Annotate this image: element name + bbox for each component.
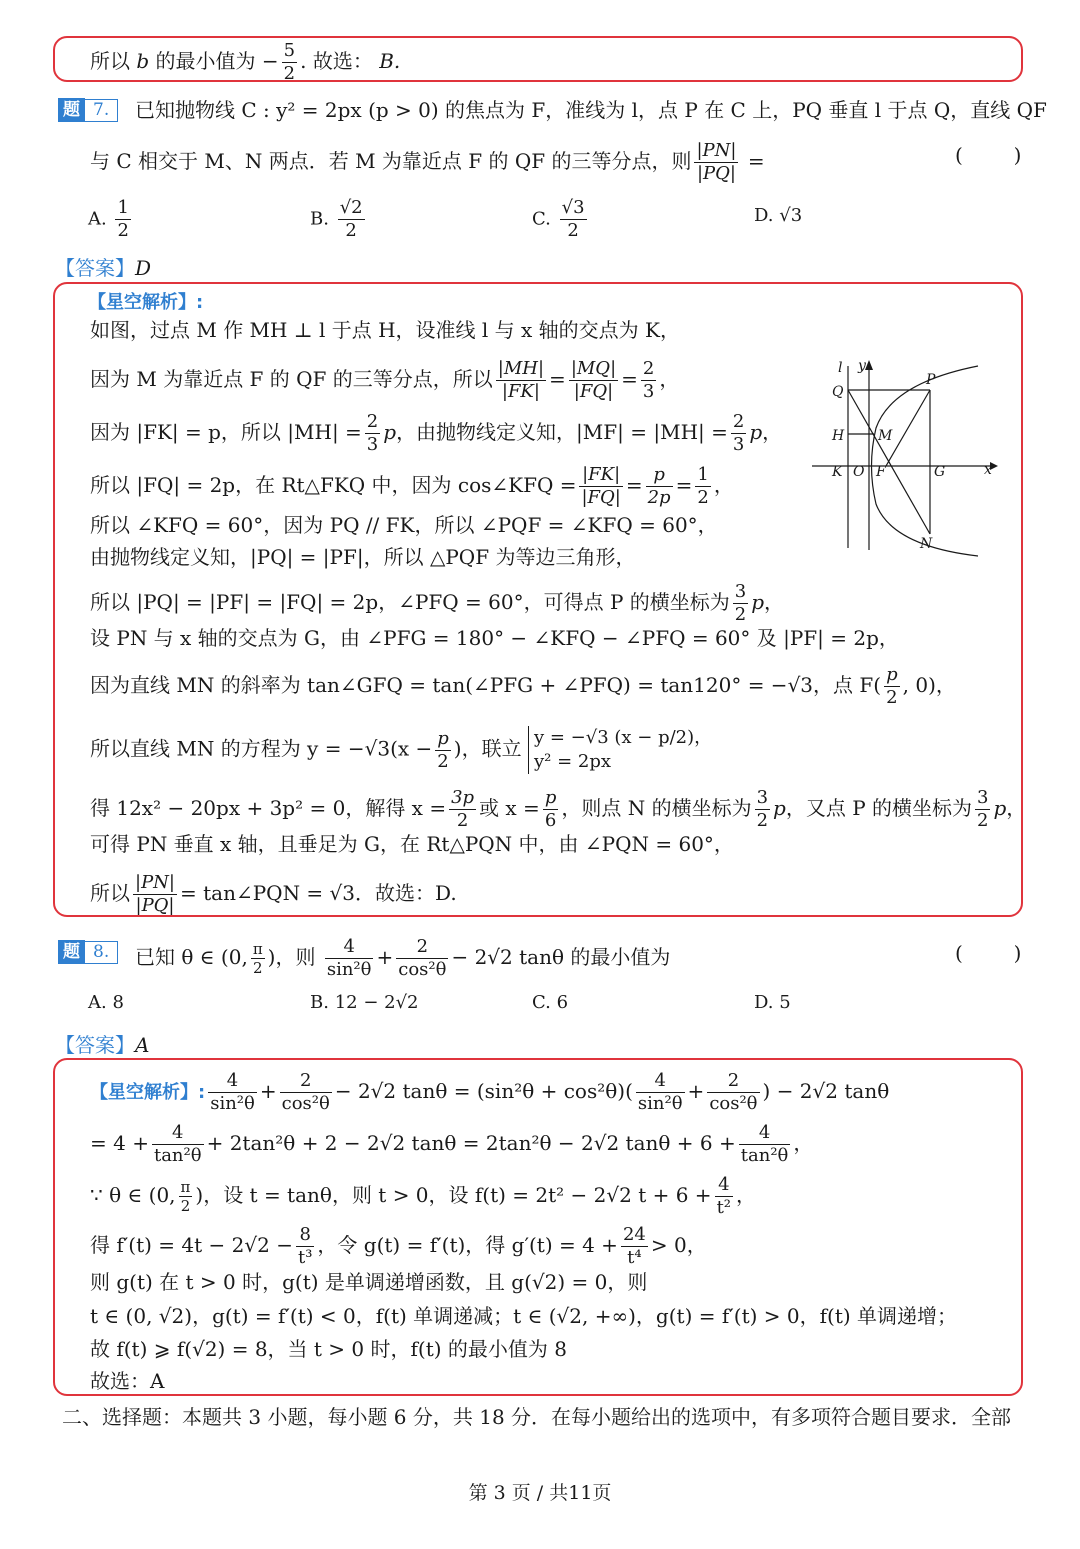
segment-PF [886,390,930,466]
q8-line-5: 则 g(t) 在 t > 0 时，g(t) 是单调递增函数，且 g(√2) = 0，则 [90,1270,648,1294]
q7-line-2: 因为 M 为靠近点 F 的 QF 的三等分点，所以 $\frac{|MH|}{|FK|}$ = $\frac{|MQ|}{|FQ|}$ = $\frac{2}{3}$ ， [90,358,680,402]
q8-answer: 【答案】A [55,1033,150,1057]
q7-line-5: 所以 ∠KFQ = 60°，因为 PQ // FK，所以 ∠PQF = ∠KFQ = 60°， [90,513,718,537]
q8-line-6: t ∈ (0, √2)，g(t) = f′(t) < 0，f(t) 单调递减；t ∈ (√2, +∞)，g(t) = f′(t) > 0，f(t) 单调递增； [90,1304,958,1328]
q7-stem-line1: 已知抛物线 C : y² = 2px (p > 0) 的焦点为 F，准线为 l，点 P 在 C 上，PQ 垂直 l 于点 Q，直线 QF [135,98,1047,122]
q8-option-a[interactable]: A. 8 [88,992,124,1013]
prev-conclusion: 所以 b 的最小值为 − $\frac{5}{2}$ . 故选： B. [90,40,401,84]
q8-line-8: 故选：A [90,1369,165,1393]
q7-line-10: 所以直线 MN 的方程为 y = −√3(x − $\frac{p}{2}$ )，联立 y = −√3 (x − p/2)， y² = 2px [90,727,713,772]
parabola-curve [872,366,979,556]
q7-line-1: 如图，过点 M 作 MH ⊥ l 于点 H，设准线 l 与 x 轴的交点为 K， [90,318,680,342]
label-K: K [832,464,843,480]
q7-analysis-label: 【星空解析】: [88,292,204,313]
label-F: F [876,464,886,480]
q8-line-1: 【星空解析】: $\frac{4}{\text{sin²θ}}$ + $\frac{2}{\text{cos²θ}}$ − 2√2 tanθ = (sin²θ + cos²θ)( $\frac{4}{\text{sin²θ}}$ + $\frac{2}{\text{cos²θ}}$ ) − 2√2 tanθ [90,1070,890,1114]
q7-line-12: 可得 PN 垂直 x 轴，且垂足为 G，在 Rt△PQN 中，由 ∠PQN = 60°， [90,832,734,856]
q7-line-6: 由抛物线定义知，|PQ| = |PF|，所以 △PQF 为等边三角形， [90,545,636,569]
q7-line-13: 所以 $\frac{|PN|}{|PQ|}$ = tan∠PQN = √3．故选：D. [90,872,457,916]
q8-option-d[interactable]: D. 5 [754,992,791,1013]
q7-line-7: 所以 |PQ| = |PF| = |FQ| = 2p，∠PFQ = 60°，可得点 P 的横坐标为 $\frac{3}{2}$ p， [90,581,785,625]
label-l: l [838,360,843,376]
q7-line-8: 设 PN 与 x 轴的交点为 G，由 ∠PFG = 180° − ∠KFQ − ∠PFQ = 60° 及 |PF| = 2p， [90,626,899,650]
q7-answer: 【答案】D [55,256,152,280]
q7-stem-line2: 与 C 相交于 M、N 两点．若 M 为靠近点 F 的 QF 的三等分点，则 $\frac{|PN|}{|PQ|}$ = [90,140,765,184]
label-Q: Q [832,384,844,400]
q7-line-4: 所以 |FQ| = 2p，在 Rt△FKQ 中，因为 cos∠KFQ = $\frac{|FK|}{|FQ|}$ = $\frac{p}{2p}$ = $\frac{1}{2}$ ， [90,464,734,508]
y-axis-arrow [865,360,873,370]
q8-line-7: 故 f(t) ⩾ f(√2) = 8，当 t > 0 时，f(t) 的最小值为 8 [90,1337,567,1361]
q7-line-3: 因为 |FK| = p，所以 |MH| = $\frac{2}{3}$ p，由抛物线定义知，|MF| = |MH| = $\frac{2}{3}$ p， [90,411,783,455]
label-P: P [926,372,936,388]
q8-option-c[interactable]: C. 6 [532,992,569,1013]
section-2-heading: 二、选择题：本题共 3 小题，每小题 6 分，共 18 分．在每小题给出的选项中，有多项符合题目要求．全部 [62,1405,1012,1429]
q8-line-4: 得 f′(t) = 4t − 2√2 − $\frac{8}{\text{t³}}$ ，令 g(t) = f′(t)，得 g′(t) = 4 + $\frac{24}{\text{t⁴}}$ > 0， [90,1224,707,1268]
q8-line-3: ∵ θ ∈ (0, $\frac{\pi}{2}$ )，设 t = tanθ，则 t > 0，设 f(t) = 2t² − 2√2 t + 6 + $\frac{4}{\text{t²}}$ ， [90,1174,757,1218]
label-H: H [832,428,845,444]
q7-option-c[interactable]: C. $\frac{√3}{2}$ [532,197,585,241]
q7-option-a[interactable]: A. $\frac{1}{2}$ [88,197,129,241]
q8-line-2: = 4 + $\frac{4}{\text{tan²θ}}$ + 2tan²θ + 2 − 2√2 tanθ = 2tan²θ − 2√2 tanθ + 6 + $\frac{4}{\text{tan²θ}}$ ， [90,1122,814,1166]
label-O: O [853,464,865,480]
q7-option-d[interactable]: D. √3 [754,205,803,226]
q7-answer-paren: ( ) [955,143,1022,167]
q7-line-11: 得 12x² − 20px + 3p² = 0，解得 x = $\frac{3p}{2}$ 或 x = $\frac{p}{6}$ ，则点 N 的横坐标为 $\frac{3}{2}$ p，又点 P 的横坐标为 $\frac{3}{2}$ p， [90,787,1027,831]
label-x: x [984,462,992,478]
page-footer: 第 3 页 / 共11页 [468,1482,612,1504]
q7-option-b[interactable]: B. $\frac{√2}{2}$ [310,197,363,241]
label-N: N [920,536,933,552]
q8-badge: 题 8. [58,940,118,964]
label-M: M [878,428,893,444]
q8-answer-paren: ( ) [955,941,1022,965]
q7-badge: 题 7. [58,98,118,122]
q7-parabola-figure [812,358,1002,558]
q8-option-b[interactable]: B. 12 − 2√2 [310,992,419,1013]
label-y: y [858,358,866,374]
label-G: G [934,464,946,480]
q8-stem: 已知 θ ∈ (0, $\frac{\pi}{2}$ )，则 $\frac{4}{\text{sin²θ}}$ + $\frac{2}{\text{cos²θ}}$ − 2√2 tanθ 的最小值为 [135,936,671,980]
q7-line-9: 因为直线 MN 的斜率为 tan∠GFQ = tan(∠PFG + ∠PFQ) = tan120° = −√3，点 F( $\frac{p}{2}$ , 0)， [90,664,956,708]
